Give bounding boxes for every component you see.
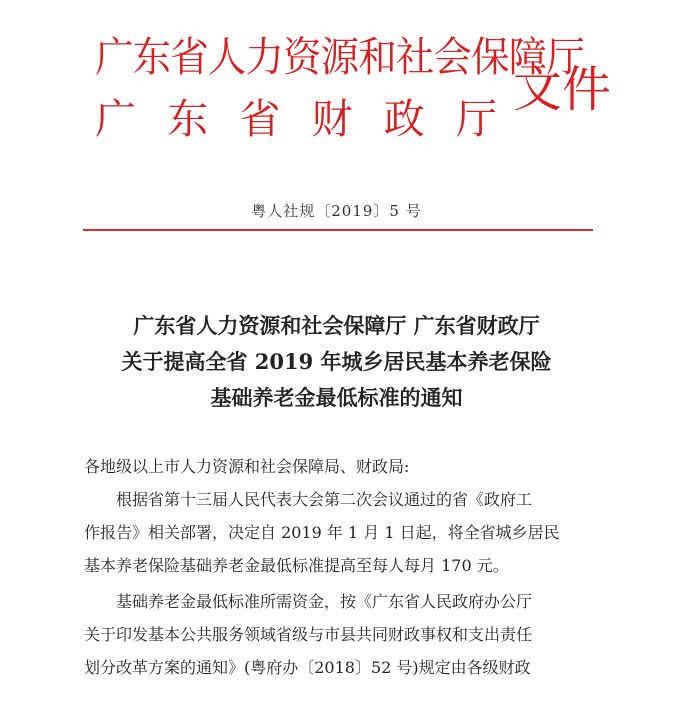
title-line: 广东省人力资源和社会保障厅 广东省财政厅 <box>133 313 540 338</box>
body-line: 作报告》相关部署，决定自 2019 年 1 月 1 日起，将全省城乡居民 <box>84 523 560 542</box>
salutation: 各地级以上市人力资源和社会保障局、财政局: <box>84 457 410 476</box>
title-line: 基础养老金最低标准的通知 <box>210 385 463 410</box>
issuer-name-finance <box>95 94 497 144</box>
issuer-char: 厅 <box>455 95 497 143</box>
issuer-char: 省 <box>239 95 281 143</box>
body-line: 关于印发基本公共服务领域省级与市县共同财政事权和支出责任 <box>84 625 533 644</box>
body-line: 根据省第十三届人民代表大会第二次会议通过的省《政府工 <box>116 490 533 509</box>
issuer-char: 政 <box>383 95 425 143</box>
body-line: 划分改革方案的通知》(粤府办〔2018〕52 号)规定由各级财政 <box>84 658 531 677</box>
issuer-char: 财 <box>311 95 353 143</box>
issuer-name-hr: 广东省人力资源和社会保障厅 <box>95 33 584 81</box>
red-divider-line <box>83 229 593 231</box>
issuer-char: 东 <box>167 95 209 143</box>
document-type-label: 文件 <box>513 61 612 118</box>
body-line: 基本养老保险基础养老金最低标准提高至每人每月 170 元。 <box>84 556 509 575</box>
issuer-char: 广 <box>95 95 136 143</box>
document-body <box>84 450 604 684</box>
document-number: 粤人社规〔2019〕5 号 <box>251 202 422 220</box>
body-line: 基础养老金最低标准所需资金，按《广东省人民政府办公厅 <box>116 592 533 611</box>
document-header <box>95 28 612 178</box>
document-title <box>0 308 673 416</box>
title-line: 关于提高全省 2019 年城乡居民基本养老保险 <box>121 349 552 374</box>
